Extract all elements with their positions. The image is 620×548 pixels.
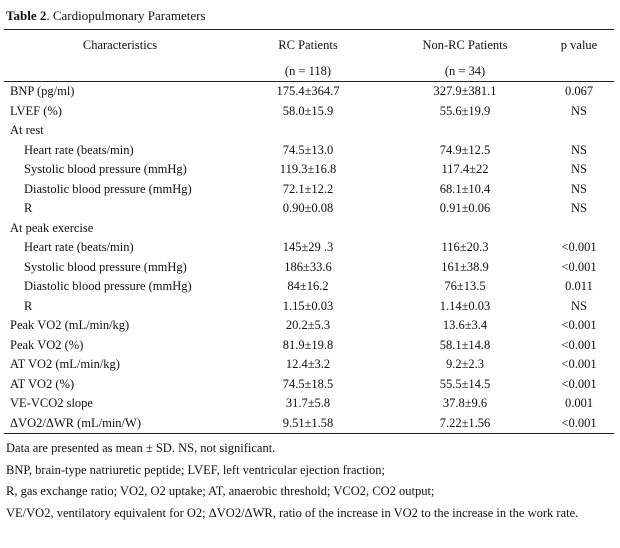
row-label: ΔVO2/ΔWR (mL/min/W) — [10, 415, 141, 430]
nonrc-value: 76±13.5 — [444, 279, 486, 293]
rc-value: 72.1±12.2 — [282, 181, 334, 196]
rc-value: 31.7±5.8 — [285, 396, 331, 410]
nonrc-value: 58.1±14.8 — [439, 337, 491, 352]
table-row — [0, 82, 620, 101]
nonrc-value: 68.1±10.4 — [439, 181, 491, 196]
rc-value: 12.4±3.2 — [285, 357, 331, 371]
note-line: Data are presented as mean ± SD. NS, not significant. — [6, 441, 276, 455]
header-nonrc-n: (n = 34) — [444, 64, 486, 78]
table-row — [0, 180, 620, 199]
table-row — [0, 336, 620, 355]
row-label: Peak VO2 (%) — [10, 337, 84, 352]
table-row — [0, 238, 620, 257]
row-label: BNP (pg/ml) — [10, 84, 75, 98]
p-value: NS — [571, 181, 587, 196]
header-nonrc-patients: Non-RC Patients — [422, 38, 508, 52]
nonrc-value: 37.8±9.6 — [442, 396, 488, 410]
p-value: <0.001 — [561, 357, 597, 371]
row-label: At peak exercise — [10, 220, 94, 235]
table-row — [0, 199, 620, 218]
p-value: <0.001 — [561, 337, 597, 352]
nonrc-value: 161±38.9 — [441, 259, 489, 274]
p-value: NS — [571, 201, 587, 215]
row-label: Heart rate (beats/min) — [24, 240, 134, 254]
p-value: <0.001 — [561, 415, 597, 430]
nonrc-value: 116±20.3 — [441, 240, 489, 254]
p-value: <0.001 — [561, 259, 597, 274]
rc-value: 186±33.6 — [284, 259, 332, 274]
table-row — [0, 414, 620, 433]
p-value: NS — [571, 298, 587, 313]
table-row — [0, 375, 620, 394]
rc-value: 9.51±1.58 — [282, 415, 334, 430]
nonrc-value: 13.6±3.4 — [442, 318, 488, 332]
nonrc-value: 55.5±14.5 — [439, 376, 491, 391]
row-label: R — [24, 201, 33, 215]
rc-value: 74.5±18.5 — [282, 376, 334, 391]
rc-value: 1.15±0.03 — [282, 298, 334, 313]
table-row — [0, 258, 620, 277]
rc-value: 84±16.2 — [287, 279, 329, 293]
table-title: Cardiopulmonary Parameters — [52, 8, 206, 23]
header-p-value: p value — [560, 38, 598, 52]
note-line: BNP, brain-type natriuretic peptide; LVEF, left ventricular ejection fraction; — [6, 462, 385, 477]
nonrc-value: 1.14±0.03 — [439, 298, 491, 313]
header-rc-n: (n = 118) — [284, 64, 332, 78]
row-label: R — [24, 298, 33, 313]
row-label: VE-VCO2 slope — [10, 396, 93, 410]
p-value: 0.001 — [564, 396, 594, 410]
p-value: NS — [571, 142, 587, 157]
row-label: AT VO2 (%) — [10, 376, 75, 391]
rc-value: 145±29 .3 — [282, 240, 334, 254]
rc-value: 119.3±16.8 — [279, 162, 337, 176]
table-row — [0, 316, 620, 335]
table-row — [0, 219, 620, 238]
rc-value: 20.2±5.3 — [285, 318, 331, 332]
nonrc-value: 74.9±12.5 — [439, 142, 491, 157]
row-label: Diastolic blood pressure (mmHg) — [24, 181, 192, 196]
table-row — [0, 297, 620, 316]
nonrc-value: 9.2±2.3 — [445, 357, 485, 371]
row-label: Peak VO2 (mL/min/kg) — [10, 318, 130, 332]
nonrc-value: 55.6±19.9 — [439, 103, 491, 118]
top-rule — [4, 29, 614, 30]
rc-value: 58.0±15.9 — [282, 103, 334, 118]
note-line: VE/VO2, ventilatory equivalent for O2; ΔVO2/ΔWR, ratio of the increase in VO2 to the increase in the work rate. — [6, 505, 579, 520]
table-caption: Table 2. Cardiopulmonary Parameters — [6, 8, 206, 23]
header-rc-patients: RC Patients — [278, 38, 338, 52]
nonrc-value: 0.91±0.06 — [439, 201, 491, 215]
table-notes — [6, 438, 610, 524]
p-value: NS — [571, 162, 587, 176]
table-row — [0, 355, 620, 374]
p-value: 0.011 — [565, 279, 593, 293]
nonrc-value: 327.9±381.1 — [433, 84, 497, 98]
nonrc-value: 7.22±1.56 — [439, 415, 491, 430]
rc-value: 74.5±13.0 — [282, 142, 334, 157]
p-value: <0.001 — [561, 318, 597, 332]
table-row — [0, 141, 620, 160]
row-label: At rest — [10, 123, 44, 137]
table-row — [0, 102, 620, 121]
row-label: Heart rate (beats/min) — [24, 142, 134, 157]
header-characteristics: Characteristics — [82, 38, 158, 52]
table-row — [0, 394, 620, 413]
table-row — [0, 160, 620, 179]
bottom-rule — [4, 433, 614, 434]
table-row — [0, 121, 620, 140]
p-value: <0.001 — [561, 240, 597, 254]
table-row — [0, 277, 620, 296]
nonrc-value: 117.4±22 — [441, 162, 489, 176]
p-value: NS — [571, 103, 587, 118]
row-label: Diastolic blood pressure (mmHg) — [24, 279, 192, 293]
p-value: <0.001 — [561, 376, 597, 391]
rc-value: 81.9±19.8 — [282, 337, 334, 352]
p-value: 0.067 — [564, 84, 594, 98]
table-label: Table 2 — [6, 8, 47, 23]
rc-value: 175.4±364.7 — [276, 84, 340, 98]
row-label: AT VO2 (mL/min/kg) — [10, 357, 120, 371]
note-line: R, gas exchange ratio; VO2, O2 uptake; AT, anaerobic threshold; VCO2, CO2 output; — [6, 484, 435, 498]
row-label: Systolic blood pressure (mmHg) — [24, 259, 187, 274]
row-label: Systolic blood pressure (mmHg) — [24, 162, 187, 176]
row-label: LVEF (%) — [10, 103, 62, 118]
rc-value: 0.90±0.08 — [282, 201, 334, 215]
